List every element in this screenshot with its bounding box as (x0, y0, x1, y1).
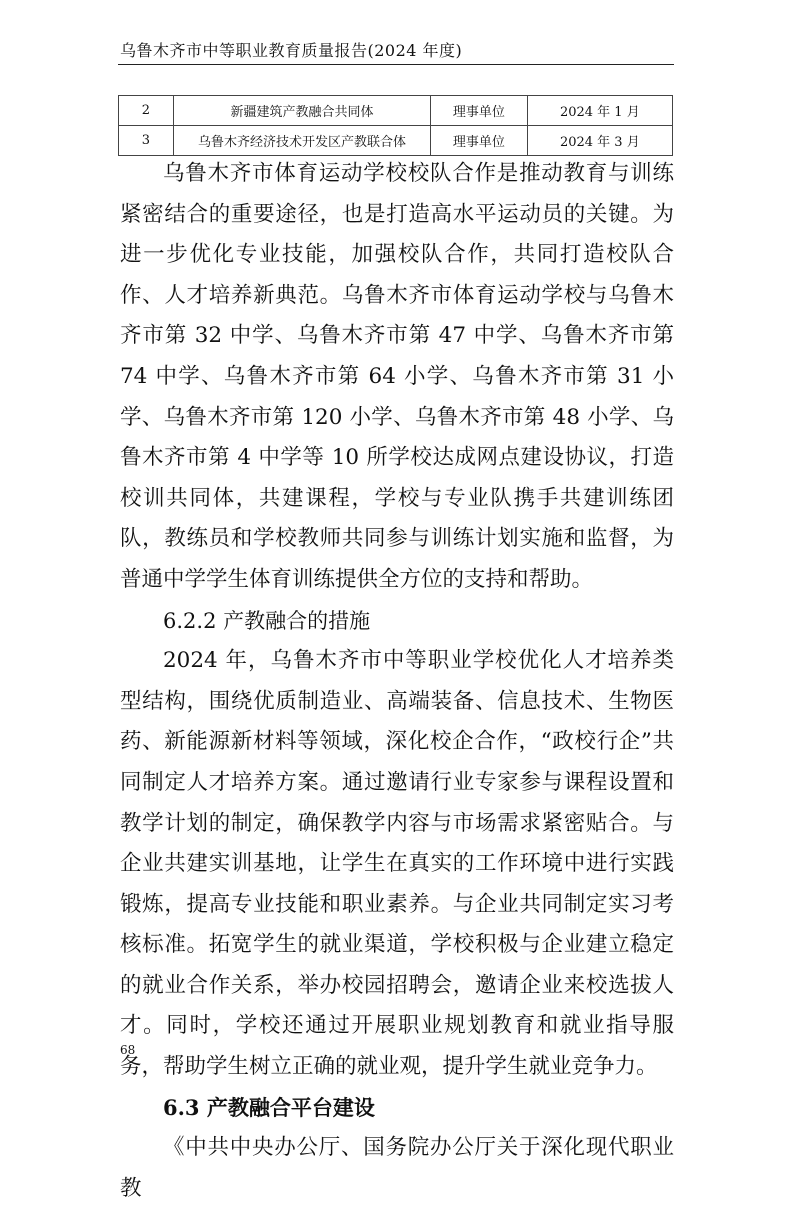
section-heading: 6.2.2 产教融合的措施 (163, 608, 371, 633)
table-cell-role: 理事单位 (431, 126, 527, 156)
document-body (120, 154, 674, 1209)
table-cell-no: 2 (119, 96, 174, 126)
paragraph: 《中共中央办公厅、国务院办公厅关于深化现代职业教 (120, 1135, 674, 1201)
cooperation-table (118, 95, 673, 156)
header-divider (118, 64, 674, 65)
paragraph: 2024 年，乌鲁木齐市中等职业学校优化人才培养类型结构，围绕优质制造业、高端装备、信息技术、生物医药、新能源新材料等领域，深化校企合作，“政校行企”共同制定人才培养方案。通过邀请行业专家参与课程设置和教学计划的制定，确保教学内容与市场需求紧密贴合。与企业共建实训基地，让学生在真实的工作环境中进行实践锻炼，提高专业技能和职业素养。与企业共同制定实习考核标准。拓宽学生的就业渠道，学校积极与企业建立稳定的就业合作关系，举办校园招聘会，邀请企业来校选拔人才。同时，学校还通过开展职业规划教育和就业指导服务，帮助学生树立正确的就业观，提升学生就业竞争力。 (120, 648, 674, 1080)
running-header: 乌鲁木齐市中等职业教育质量报告(2024 年度) (120, 41, 463, 60)
table-row (119, 126, 673, 156)
table-cell-date: 2024 年 1 月 (527, 96, 672, 126)
table-cell-name: 新疆建筑产教融合共同体 (173, 96, 430, 126)
table-cell-no: 3 (119, 126, 174, 156)
table-cell-name: 乌鲁木齐经济技术开发区产教联合体 (173, 126, 430, 156)
table-row (119, 96, 673, 126)
table-cell-role: 理事单位 (431, 96, 527, 126)
table-cell-date: 2024 年 3 月 (527, 126, 672, 156)
page-number: 68 (120, 1043, 136, 1057)
paragraph: 乌鲁木齐市体育运动学校校队合作是推动教育与训练紧密结合的重要途径，也是打造高水平运动员的关键。为进一步优化专业技能，加强校队合作，共同打造校队合作、人才培养新典范。乌鲁木齐市体育运动学校与乌鲁木齐市第 32 中学、乌鲁木齐市第 47 中学、乌鲁木齐市第 74 中学、乌鲁木齐市第 64 小学、乌鲁木齐市第 31 小学、乌鲁木齐市第 120 小学、乌鲁木齐市第 48 小学、乌鲁木齐市第 4 中学等 10 所学校达成网点建设协议，打造校训共同体，共建课程，学校与专业队携手共建训练团队，教练员和学校教师共同参与训练计划实施和监督，为普通中学学生体育训练提供全方位的支持和帮助。 (120, 161, 674, 592)
section-heading: 6.3 产教融合平台建设 (163, 1094, 375, 1120)
